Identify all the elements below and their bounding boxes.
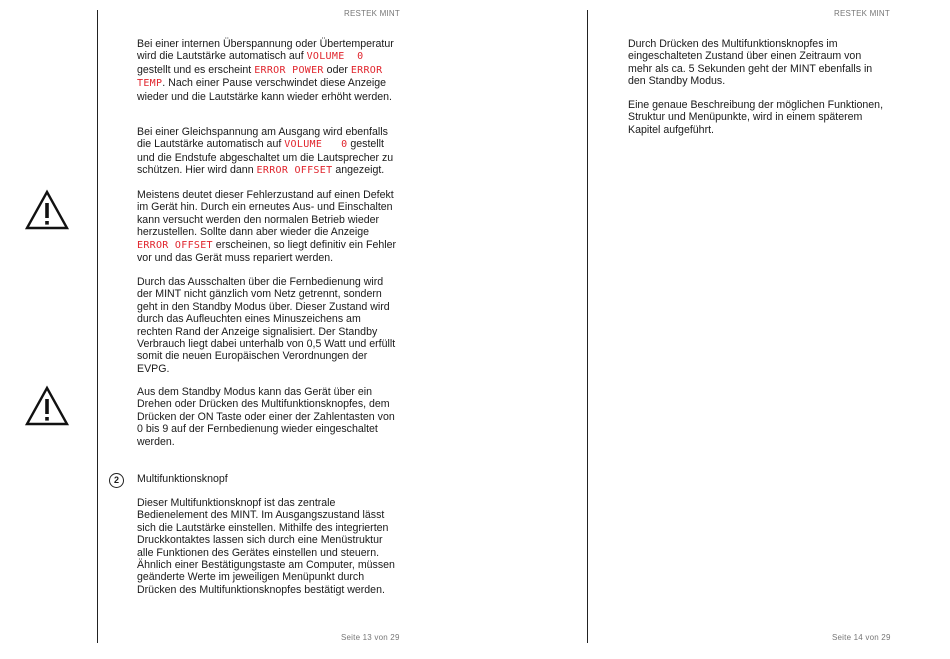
paragraph-overvoltage: [137, 38, 399, 103]
text: oder: [323, 63, 351, 76]
warning-triangle-icon: [24, 189, 70, 231]
page-14-header: RESTEK MINT: [834, 9, 890, 18]
paragraph-multifunction-knob: Dieser Multifunktionsknopf ist das zentrale Bedienelement des MINT. Im Ausgangszustand lässt sich die Lautstärke einstellen. Mithilfe des integrierten Druckkontaktes lassen sich durch eine Menüstruktur alle Funktionen des Gerätes einstellen und steuern. Ähnlich einer Bestätigungstaste am Computer, müssen geänderte Werte im jeweiligen Menüpunkt durch Drücken des Multifunktionsknopfes bestätigt werden.: [137, 497, 395, 596]
page-14-margin-line: [587, 10, 588, 643]
text: gestellt und die Endstufe abgeschaltet um die Lautsprecher zu schützen. Hier wird dann: [137, 138, 394, 177]
display-text-error-offset: ERROR OFFSET: [137, 239, 213, 251]
text: erscheinen, so liegt definitiv ein Fehler vor und das Gerät muss repariert werden.: [137, 238, 396, 265]
text: Bei einer internen Überspannung oder Übertemperatur wird die Lautstärke automatisch auf: [137, 38, 394, 63]
warning-triangle-icon: [24, 385, 70, 427]
paragraph-wakeup: Aus dem Standby Modus kann das Gerät über ein Drehen oder Drücken des Multifunktionsknopfes, dem Drücken der ON Taste oder einer der Zahlentasten von 0 bis 9 auf der Fernbedienung wieder eingeschaltet werden.: [137, 386, 395, 448]
text: gestellt und es erscheint: [137, 63, 255, 76]
paragraph-standby: Durch das Ausschalten über die Fernbedienung wird der MINT nicht gänzlich vom Netz getrennt, sondern geht in den Standby Modus über. Dieser Zustand wird durch das Aufleuchten eines Minuszeichens am rechten Rand der Anzeige signalisiert. Der Standby Verbrauch liegt dabei unterhalb von 0,5 Watt und erfüllt somit die neuen Europäischen Verordnungen der EVPG.: [137, 276, 396, 375]
section-heading: Multifunktionsknopf: [137, 473, 228, 485]
text: angezeigt.: [332, 164, 385, 177]
text: Bei einer Gleichspannung am Ausgang wird ebenfalls die Lautstärke automatisch auf: [137, 126, 388, 151]
page-14-footer: Seite 14 von 29: [832, 633, 891, 642]
paragraph-dc-offset: [137, 126, 399, 178]
text: Meistens deutet dieser Fehlerzustand auf einen Defekt im Gerät hin. Durch ein erneutes Aus- und Einschalten kann versucht werden den normalen Betrieb wieder herzustellen. Sollte dann aber wieder die Anzeige: [137, 189, 394, 239]
display-text-error-offset: ERROR OFFSET: [256, 165, 333, 177]
paragraph-defect: [137, 189, 399, 264]
page-13-header: RESTEK MINT: [344, 9, 400, 18]
display-text-error-temp: ERROR TEMP: [137, 64, 383, 90]
display-text-volume: VOLUME 0: [284, 139, 348, 151]
display-text-volume: VOLUME 0: [306, 51, 364, 63]
section-number-badge: 2: [109, 473, 124, 488]
page-13-footer: Seite 13 von 29: [341, 633, 400, 642]
page-13-margin-line: [97, 10, 98, 643]
display-text-error-power: ERROR POWER: [254, 64, 324, 76]
paragraph-description-reference: Eine genaue Beschreibung der möglichen Funktionen, Struktur und Menüpunkte, wird in einem späterem Kapitel aufgeführt.: [628, 99, 884, 136]
paragraph-long-press: Durch Drücken des Multifunktionsknopfes im eingeschalteten Zustand über einen Zeitraum von mehr als ca. 5 Sekunden geht der MINT ebenfalls in den Standby Modus.: [628, 38, 873, 88]
text: . Nach einer Pause verschwindet diese Anzeige wieder und die Lautstärke kann wieder erhöht werden.: [137, 77, 392, 103]
